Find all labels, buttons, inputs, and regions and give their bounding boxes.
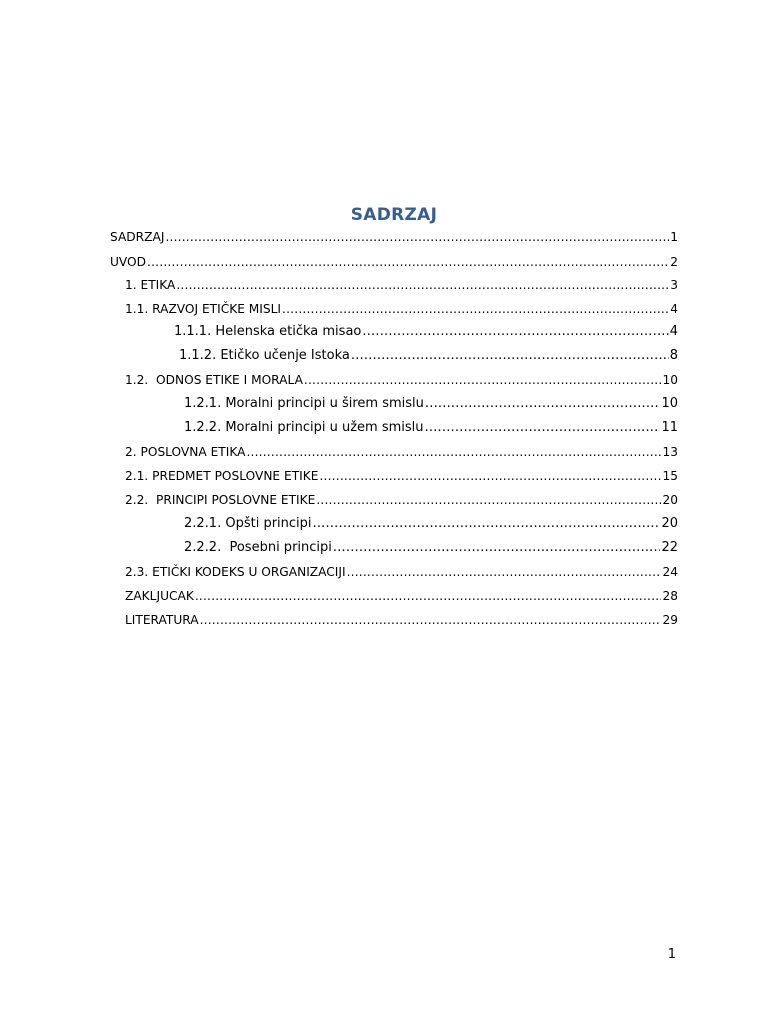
toc-entry-posebni-principi[interactable]	[184, 540, 678, 556]
toc-leader-dots	[319, 468, 661, 484]
toc-entry-page: 2	[670, 255, 678, 269]
toc-entry-label: 1.2.2. Moralni principi u užem smislu	[184, 420, 424, 435]
toc-entry-page: 13	[662, 445, 678, 459]
toc-entry-odnos-etike-i-morala[interactable]	[125, 372, 678, 388]
toc-entry-page: 8	[669, 348, 678, 363]
toc-entry-sadrzaj[interactable]	[110, 229, 678, 245]
toc-entry-page: 10	[661, 396, 678, 411]
toc-leader-dots	[195, 588, 662, 604]
toc-entry-helenska-eticka-misao[interactable]	[174, 324, 678, 340]
toc-entry-page: 22	[661, 540, 678, 555]
toc-leader-dots	[362, 324, 668, 340]
toc-entry-label: 1.1.2. Etičko učenje Istoka	[179, 348, 350, 363]
toc-entry-razvoj-eticke-misli[interactable]	[125, 301, 678, 317]
toc-entry-zakljucak[interactable]	[125, 588, 678, 604]
toc-leader-dots	[246, 444, 661, 460]
toc-entry-uvod[interactable]	[110, 254, 678, 270]
toc-leader-dots	[313, 516, 661, 532]
toc-leader-dots	[425, 420, 661, 436]
toc-entry-label: 2.3. ETIČKI KODEKS U ORGANIZACIJI	[125, 565, 346, 579]
toc-entry-principi-poslovne-etike[interactable]	[125, 492, 678, 508]
toc-entry-moralni-principi-uzem[interactable]	[184, 420, 678, 436]
toc-leader-dots	[304, 372, 662, 388]
toc-entry-page: 11	[661, 420, 678, 435]
toc-entry-page: 20	[662, 493, 678, 507]
toc-entry-page: 1	[670, 230, 678, 244]
toc-entry-label: 2.2. PRINCIPI POSLOVNE ETIKE	[125, 493, 316, 507]
toc-entry-label: ZAKLJUCAK	[125, 589, 194, 603]
toc-entry-eticki-kodeks[interactable]	[125, 564, 678, 580]
toc-entry-label: LITERATURA	[125, 613, 199, 627]
toc-leader-dots	[316, 492, 661, 508]
page-number: 1	[667, 947, 676, 962]
toc-entry-opsti-principi[interactable]	[184, 516, 678, 532]
toc-leader-dots	[425, 396, 661, 412]
toc-leader-dots	[282, 301, 669, 317]
toc-leader-dots	[333, 540, 661, 556]
toc-leader-dots	[165, 229, 669, 245]
toc-entry-page: 29	[662, 613, 678, 627]
toc-leader-dots	[351, 348, 669, 364]
toc-entry-page: 4	[669, 324, 678, 339]
toc-entry-page: 3	[670, 278, 678, 292]
toc-entry-label: 1.1. RAZVOJ ETIČKE MISLI	[125, 302, 282, 316]
toc-leader-dots	[200, 612, 662, 628]
toc-entry-etika[interactable]	[125, 277, 678, 293]
toc-entry-label: 1.2. ODNOS ETIKE I MORALA	[125, 373, 303, 387]
toc-entry-label: 1.2.1. Moralni principi u širem smislu	[184, 396, 424, 411]
toc-entry-page: 4	[670, 302, 678, 316]
toc-entry-poslovna-etika[interactable]	[125, 444, 678, 460]
toc-entry-page: 20	[661, 516, 678, 531]
toc-entry-label: 2.2.1. Opšti principi	[184, 516, 312, 531]
toc-entry-label: 2. POSLOVNA ETIKA	[125, 445, 246, 459]
toc-entry-label: 2.2.2. Posebni principi	[184, 540, 332, 555]
toc-leader-dots	[147, 254, 669, 270]
toc-entry-page: 10	[662, 373, 678, 387]
toc-entry-moralni-principi-sirem[interactable]	[184, 396, 678, 412]
toc-leader-dots	[347, 564, 662, 580]
toc-entry-literatura[interactable]	[125, 612, 678, 628]
toc-entry-predmet-poslovne-etike[interactable]	[125, 468, 678, 484]
toc-leader-dots	[176, 277, 669, 293]
toc-entry-eticko-ucenje-istoka[interactable]	[179, 348, 678, 364]
toc-entry-label: SADRZAJ	[110, 230, 165, 244]
toc-entry-label: UVOD	[110, 255, 147, 269]
toc-entry-page: 24	[662, 565, 678, 579]
toc-entry-label: 1. ETIKA	[125, 278, 176, 292]
toc-entry-label: 2.1. PREDMET POSLOVNE ETIKE	[125, 469, 319, 483]
toc-entry-page: 28	[662, 589, 678, 603]
toc-heading-text: SADRZAJ	[350, 205, 438, 225]
toc-entry-page: 15	[662, 469, 678, 483]
toc-entry-label: 1.1.1. Helenska etička misao	[174, 324, 362, 339]
